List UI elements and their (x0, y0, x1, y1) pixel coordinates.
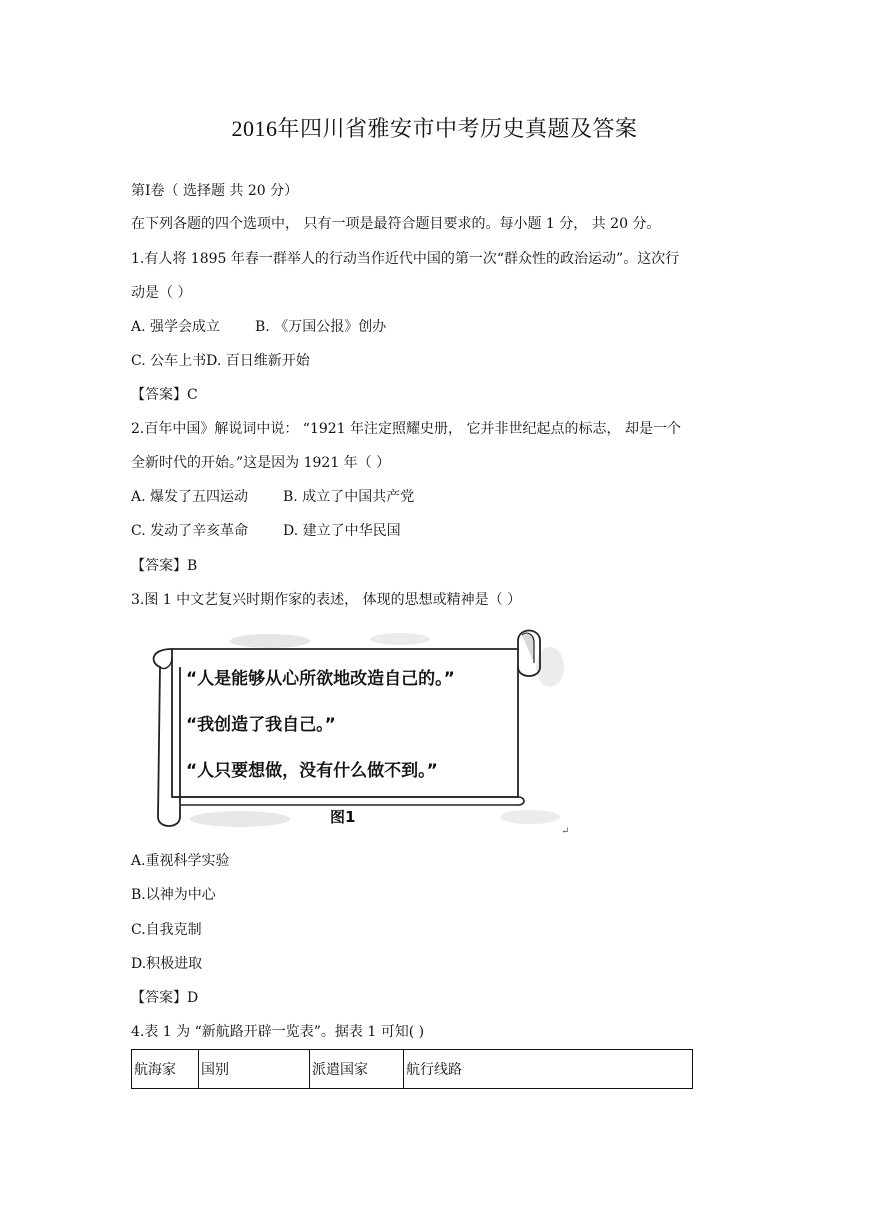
voyages-table (131, 1049, 693, 1089)
q3-option-a: A.重视科学实验 (131, 853, 230, 869)
q3-option-d: D.积极进取 (131, 956, 203, 972)
q2-options-row-1 (131, 487, 414, 507)
q3-answer: 【答案】D (131, 990, 199, 1006)
q2-option-c: C. 发动了辛亥革命 (131, 523, 249, 539)
q1-options-row-2 (131, 351, 310, 371)
q2-option-b: B. 成立了中国共产党 (283, 489, 415, 505)
document-title: 2016年四川省雅安市中考历史真题及答案 (231, 116, 638, 141)
q3-option-b: B.以神为中心 (131, 887, 216, 903)
q2-options-row-2 (131, 521, 401, 541)
q2-option-a: A. 爆发了五四运动 (131, 489, 249, 505)
q2-answer: 【答案】B (131, 558, 198, 574)
scroll-quote-1: “人是能够从心所欲地改造自己的。” (186, 669, 455, 689)
figure-label: 图1 (330, 808, 356, 826)
paragraph-mark-icon: ↵ (561, 826, 570, 837)
scroll-quote-2: “我创造了我自己。” (186, 715, 336, 735)
table-header-cell: 国别 (199, 1050, 310, 1089)
q3-stem: 3.图 1 中文艺复兴时期作家的表述， 体现的思想或精神是（ ） (131, 592, 522, 608)
q2-stem-line-1: 2.百年中国》解说词中说： “1921 年注定照耀史册， 它并非世纪起点的标志， 却是一个 (131, 421, 681, 437)
table-header-cell: 派遣国家 (310, 1050, 404, 1089)
q1-option-d: D. 百日维新开始 (206, 353, 310, 369)
q1-option-a: A. 强学会成立 (131, 319, 221, 335)
q2-stem-line-2: 全新时代的开始。”这是因为 1921 年（ ） (131, 455, 391, 471)
q1-options-row-1 (131, 317, 386, 337)
table-header-row (132, 1050, 693, 1089)
q1-stem-line-1: 1.有人将 1895 年春一群举人的行动当作近代中国的第一次“群众性的政治运动”。这次行 (131, 251, 680, 267)
scroll-quote-3: “人只要想做，没有什么做不到。” (186, 761, 438, 781)
q1-option-b: B. 《万国公报》创办 (255, 319, 387, 335)
q3-option-c: C.自我克制 (131, 922, 202, 938)
q1-option-c: C. 公车上书 (131, 353, 207, 369)
q1-stem-line-2: 动是（ ） (131, 285, 192, 301)
q1-answer: 【答案】C (131, 387, 198, 403)
section-heading: 第Ⅰ卷（ 选择题 共 20 分） (131, 183, 299, 199)
q2-option-d: D. 建立了中华民国 (283, 523, 401, 539)
table-header-cell: 航行线路 (404, 1050, 693, 1089)
table-header-cell: 航海家 (132, 1050, 199, 1089)
instructions: 在下列各题的四个选项中， 只有一项是最符合题目要求的。每小题 1 分， 共 20 分。 (131, 216, 661, 232)
q4-stem: 4.表 1 为 “新航路开辟一览表”。据表 1 可知( ) (131, 1024, 425, 1040)
